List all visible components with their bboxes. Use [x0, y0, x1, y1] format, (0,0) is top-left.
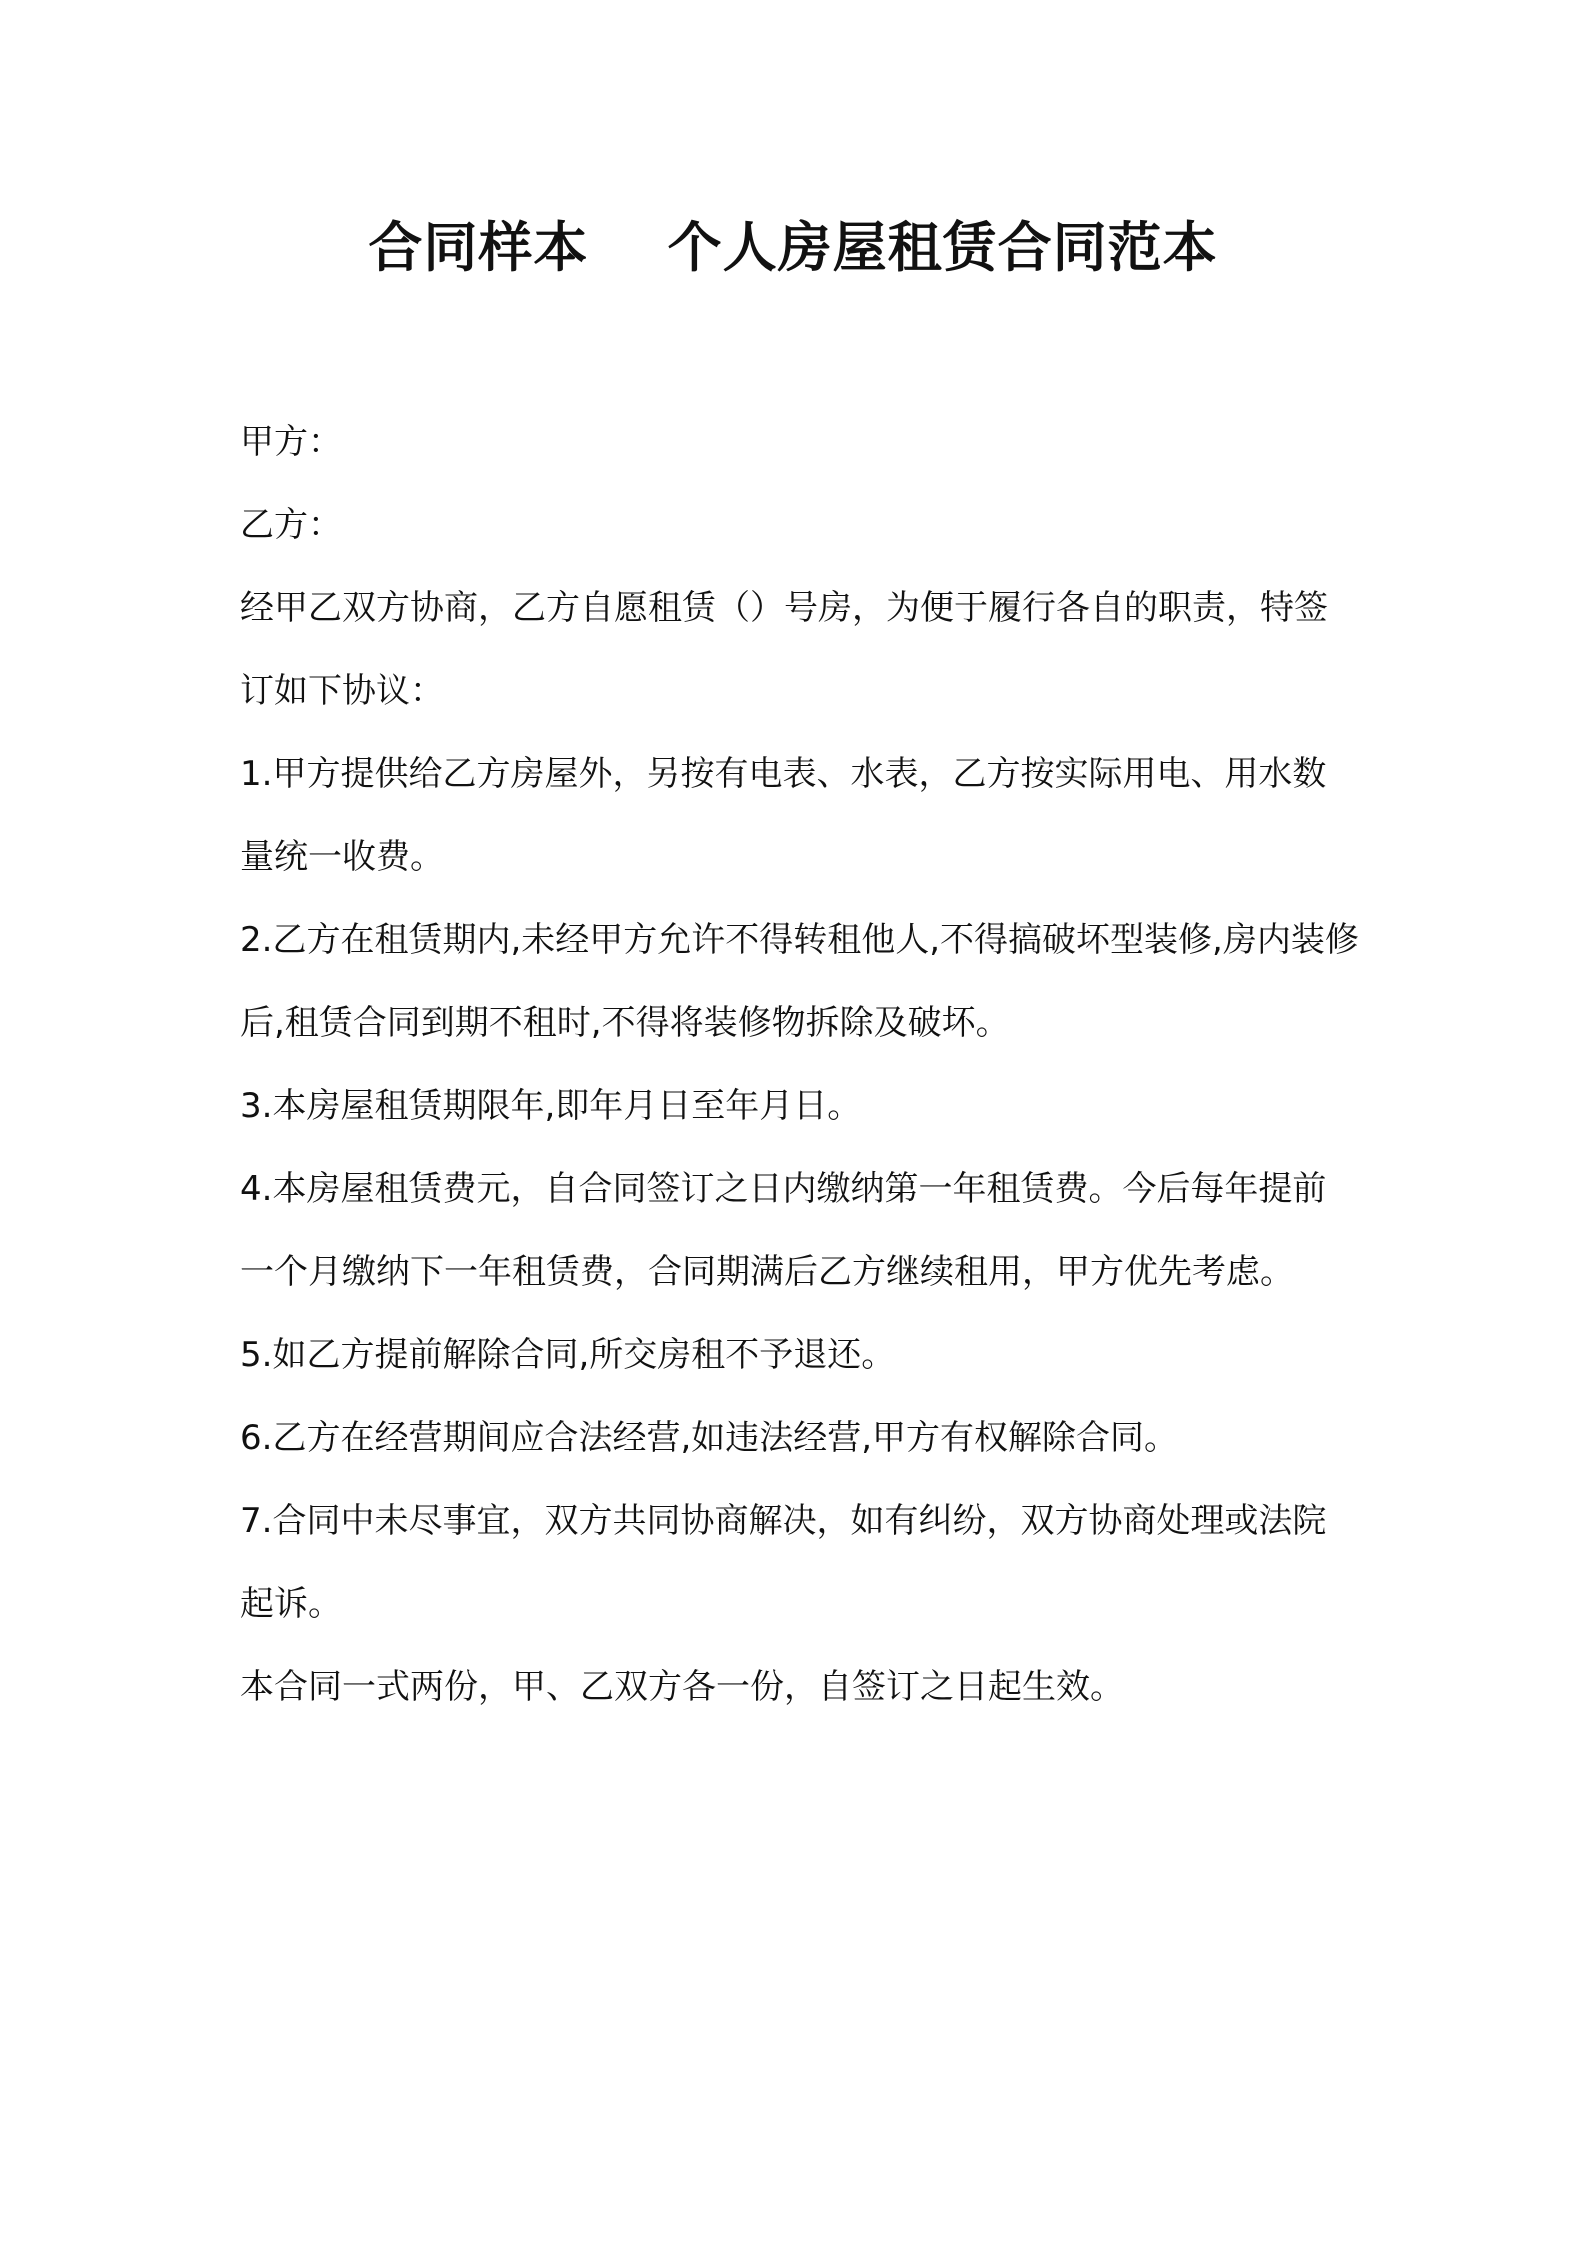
party-b-line: 乙方： — [240, 505, 342, 545]
clause-6: 6.乙方在经营期间应合法经营,如违法经营,甲方有权解除合同。 — [240, 1418, 1179, 1458]
document-title: 合同样本 个人房屋租赁合同范本 — [368, 216, 1218, 279]
clause-3: 3.本房屋租赁期限年,即年月日至年月日。 — [240, 1086, 862, 1126]
clause-2: 2.乙方在租赁期内,未经甲方允许不得转租他人,不得搞破坏型装修,房内装修后,租赁合同到期不租时,不得将装修物拆除及破坏。 — [240, 920, 1359, 1043]
closing-paragraph: 本合同一式两份，甲、乙双方各一份，自签订之日起生效。 — [240, 1667, 1124, 1707]
document-body — [240, 401, 1360, 1729]
clause-4: 4.本房屋租赁费元，自合同签订之日内缴纳第一年租赁费。今后每年提前一个月缴纳下一年租赁费，合同期满后乙方继续租用，甲方优先考虑。 — [240, 1169, 1327, 1292]
clause-5: 5.如乙方提前解除合同,所交房租不予退还。 — [240, 1335, 896, 1375]
party-a-line: 甲方： — [240, 422, 342, 462]
clause-1: 1.甲方提供给乙方房屋外，另按有电表、水表，乙方按实际用电、用水数量统一收费。 — [240, 754, 1327, 877]
preamble-paragraph: 经甲乙双方协商，乙方自愿租赁（）号房，为便于履行各自的职责，特签订如下协议： — [240, 588, 1328, 711]
clause-7: 7.合同中未尽事宜，双方共同协商解决，如有纠纷，双方协商处理或法院起诉。 — [240, 1501, 1327, 1624]
